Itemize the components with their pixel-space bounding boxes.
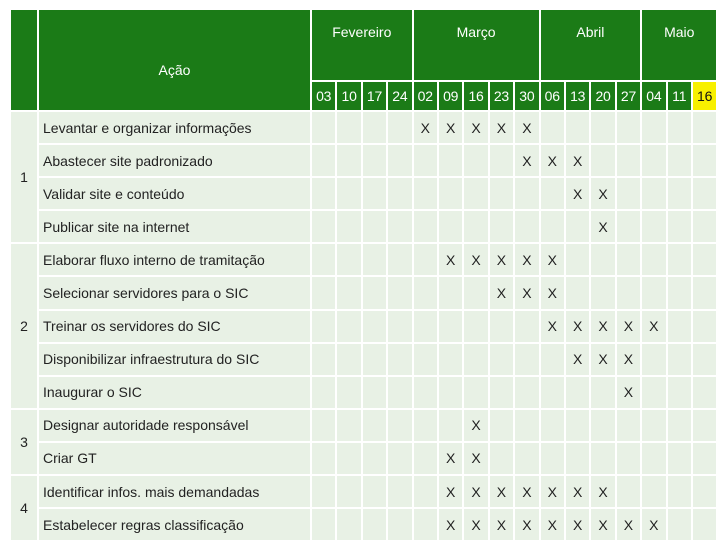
schedule-mark: X: [566, 178, 589, 209]
schedule-cell: [363, 410, 386, 441]
action-row: [11, 476, 716, 507]
schedule-mark: X: [464, 443, 487, 474]
schedule-mark: X: [515, 244, 538, 275]
schedule-cell: [312, 311, 335, 342]
schedule-cell: [464, 178, 487, 209]
action-label: Levantar e organizar informações: [39, 112, 310, 143]
schedule-mark: X: [642, 509, 665, 540]
action-row: [11, 211, 716, 242]
schedule-cell: [591, 410, 614, 441]
schedule-cell: [642, 344, 665, 375]
schedule-cell: [439, 410, 462, 441]
schedule-cell: [515, 178, 538, 209]
schedule-cell: [388, 277, 411, 308]
action-label: Designar autoridade responsável: [39, 410, 310, 441]
header-row-months: [11, 10, 716, 80]
schedule-cell: [414, 277, 437, 308]
schedule-mark: X: [541, 509, 564, 540]
schedule-cell: [337, 244, 360, 275]
schedule-cell: [566, 277, 589, 308]
schedule-cell: [388, 178, 411, 209]
schedule-mark: X: [566, 509, 589, 540]
schedule-cell: [642, 178, 665, 209]
schedule-cell: [312, 410, 335, 441]
schedule-cell: [617, 112, 640, 143]
schedule-cell: [337, 277, 360, 308]
week-header-cell: 16: [464, 82, 487, 110]
schedule-cell: [693, 145, 716, 176]
schedule-cell: [388, 509, 411, 540]
schedule-cell: [337, 311, 360, 342]
schedule-cell: [337, 443, 360, 474]
schedule-mark: X: [439, 476, 462, 507]
schedule-cell: [642, 145, 665, 176]
schedule-mark: X: [642, 311, 665, 342]
schedule-cell: [668, 509, 691, 540]
week-header-cell: 23: [490, 82, 513, 110]
schedule-cell: [617, 410, 640, 441]
schedule-cell: [490, 311, 513, 342]
schedule-cell: [668, 277, 691, 308]
schedule-mark: X: [617, 509, 640, 540]
schedule-cell: [337, 377, 360, 408]
schedule-cell: [363, 112, 386, 143]
month-header-abril: Abril: [541, 10, 641, 80]
schedule-mark: X: [439, 112, 462, 143]
schedule-mark: X: [515, 145, 538, 176]
schedule-cell: [464, 377, 487, 408]
schedule-cell: [668, 311, 691, 342]
schedule-mark: X: [541, 311, 564, 342]
action-row: [11, 145, 716, 176]
schedule-cell: [693, 178, 716, 209]
week-header-cell: 03: [312, 82, 335, 110]
schedule-mark: X: [515, 476, 538, 507]
schedule-cell: [541, 178, 564, 209]
group-number: 4: [11, 476, 37, 540]
schedule-cell: [312, 178, 335, 209]
schedule-cell: [388, 244, 411, 275]
schedule-cell: [363, 211, 386, 242]
schedule-mark: X: [490, 509, 513, 540]
schedule-cell: [363, 344, 386, 375]
schedule-cell: [642, 277, 665, 308]
schedule-cell: [414, 311, 437, 342]
header-number-cell: [11, 10, 37, 110]
schedule-mark: X: [566, 311, 589, 342]
schedule-cell: [439, 145, 462, 176]
schedule-mark: X: [541, 277, 564, 308]
schedule-mark: X: [541, 244, 564, 275]
schedule-cell: [566, 443, 589, 474]
schedule-cell: [541, 112, 564, 143]
schedule-cell: [693, 244, 716, 275]
schedule-cell: [693, 211, 716, 242]
schedule-cell: [617, 145, 640, 176]
action-row: [11, 277, 716, 308]
schedule-cell: [312, 244, 335, 275]
schedule-cell: [363, 377, 386, 408]
schedule-mark: X: [591, 509, 614, 540]
schedule-mark: X: [414, 112, 437, 143]
schedule-cell: [490, 377, 513, 408]
schedule-cell: [541, 377, 564, 408]
action-label: Elaborar fluxo interno de tramitação: [39, 244, 310, 275]
schedule-cell: [464, 277, 487, 308]
schedule-cell: [617, 211, 640, 242]
action-row: [11, 244, 716, 275]
schedule-cell: [591, 443, 614, 474]
action-row: [11, 410, 716, 441]
schedule-cell: [642, 410, 665, 441]
schedule-cell: [515, 311, 538, 342]
schedule-cell: [337, 112, 360, 143]
week-header-cell: 10: [337, 82, 360, 110]
action-label: Disponibilizar infraestrutura do SIC: [39, 344, 310, 375]
schedule-cell: [668, 476, 691, 507]
schedule-cell: [617, 476, 640, 507]
schedule-cell: [668, 112, 691, 143]
acao-header: Ação: [39, 10, 310, 110]
group-number: 3: [11, 410, 37, 474]
schedule-cell: [566, 211, 589, 242]
schedule-cell: [642, 244, 665, 275]
schedule-cell: [414, 509, 437, 540]
schedule-cell: [312, 476, 335, 507]
schedule-body: [11, 10, 716, 540]
week-header-cell: 30: [515, 82, 538, 110]
schedule-cell: [642, 443, 665, 474]
schedule-cell: [591, 377, 614, 408]
action-label: Inaugurar o SIC: [39, 377, 310, 408]
action-row: [11, 311, 716, 342]
schedule-cell: [693, 410, 716, 441]
schedule-cell: [363, 476, 386, 507]
schedule-cell: [388, 145, 411, 176]
schedule-mark: X: [591, 211, 614, 242]
schedule-cell: [337, 476, 360, 507]
week-header-cell: 11: [668, 82, 691, 110]
schedule-cell: [490, 211, 513, 242]
schedule-cell: [414, 476, 437, 507]
schedule-cell: [617, 244, 640, 275]
week-header-cell: 17: [363, 82, 386, 110]
schedule-mark: X: [464, 476, 487, 507]
schedule-cell: [414, 178, 437, 209]
schedule-cell: [693, 443, 716, 474]
schedule-cell: [414, 410, 437, 441]
schedule-cell: [312, 112, 335, 143]
schedule-cell: [337, 211, 360, 242]
schedule-cell: [617, 178, 640, 209]
schedule-mark: X: [515, 509, 538, 540]
month-header-maio: Maio: [642, 10, 716, 80]
group-number: 1: [11, 112, 37, 242]
schedule-cell: [693, 277, 716, 308]
schedule-cell: [414, 145, 437, 176]
schedule-cell: [490, 443, 513, 474]
week-header-cell: 06: [541, 82, 564, 110]
schedule-cell: [515, 377, 538, 408]
schedule-cell: [693, 476, 716, 507]
schedule-cell: [439, 344, 462, 375]
week-header-cell: 04: [642, 82, 665, 110]
schedule-mark: X: [541, 476, 564, 507]
schedule-cell: [490, 410, 513, 441]
schedule-cell: [515, 410, 538, 441]
schedule-cell: [312, 211, 335, 242]
schedule-cell: [642, 377, 665, 408]
schedule-mark: X: [490, 244, 513, 275]
schedule-cell: [312, 377, 335, 408]
schedule-cell: [541, 443, 564, 474]
schedule-cell: [668, 211, 691, 242]
schedule-mark: X: [515, 277, 538, 308]
schedule-cell: [363, 443, 386, 474]
schedule-mark: X: [591, 311, 614, 342]
schedule-cell: [693, 509, 716, 540]
schedule-cell: [541, 344, 564, 375]
schedule-cell: [541, 211, 564, 242]
schedule-cell: [591, 145, 614, 176]
schedule-cell: [388, 211, 411, 242]
week-header-cell: 09: [439, 82, 462, 110]
schedule-cell: [668, 377, 691, 408]
action-row: [11, 112, 716, 143]
action-row: [11, 377, 716, 408]
schedule-cell: [414, 344, 437, 375]
schedule-cell: [464, 211, 487, 242]
schedule-cell: [337, 178, 360, 209]
action-label: Treinar os servidores do SIC: [39, 311, 310, 342]
schedule-cell: [363, 244, 386, 275]
schedule-cell: [515, 211, 538, 242]
action-row: [11, 344, 716, 375]
schedule-cell: [414, 377, 437, 408]
schedule-cell: [693, 112, 716, 143]
schedule-cell: [566, 244, 589, 275]
schedule-cell: [464, 145, 487, 176]
schedule-cell: [337, 509, 360, 540]
schedule-cell: [566, 112, 589, 143]
schedule-cell: [414, 211, 437, 242]
action-label: Identificar infos. mais demandadas: [39, 476, 310, 507]
schedule-cell: [591, 112, 614, 143]
schedule-cell: [693, 344, 716, 375]
schedule-cell: [642, 476, 665, 507]
schedule-mark: X: [464, 410, 487, 441]
schedule-mark: X: [591, 344, 614, 375]
schedule-cell: [591, 244, 614, 275]
schedule-cell: [464, 344, 487, 375]
schedule-cell: [439, 377, 462, 408]
schedule-mark: X: [566, 344, 589, 375]
schedule-cell: [642, 112, 665, 143]
action-label: Selecionar servidores para o SIC: [39, 277, 310, 308]
schedule-mark: X: [439, 509, 462, 540]
schedule-cell: [312, 344, 335, 375]
schedule-mark: X: [591, 476, 614, 507]
schedule-mark: X: [617, 311, 640, 342]
group-number: 2: [11, 244, 37, 407]
schedule-cell: [668, 145, 691, 176]
week-header-cell: 16: [693, 82, 716, 110]
schedule-cell: [388, 410, 411, 441]
schedule-cell: [388, 344, 411, 375]
action-label: Estabelecer regras classificação: [39, 509, 310, 540]
schedule-cell: [668, 244, 691, 275]
schedule-mark: X: [464, 509, 487, 540]
schedule-cell: [312, 145, 335, 176]
schedule-cell: [312, 277, 335, 308]
schedule-cell: [363, 145, 386, 176]
month-header-fevereiro: Fevereiro: [312, 10, 412, 80]
schedule-cell: [464, 311, 487, 342]
week-header-cell: 20: [591, 82, 614, 110]
schedule-cell: [591, 277, 614, 308]
schedule-cell: [414, 244, 437, 275]
schedule-cell: [642, 211, 665, 242]
schedule-cell: [337, 410, 360, 441]
schedule-mark: X: [490, 112, 513, 143]
action-row: [11, 509, 716, 540]
schedule-mark: X: [464, 112, 487, 143]
schedule-cell: [439, 211, 462, 242]
schedule-cell: [388, 476, 411, 507]
schedule-mark: X: [515, 112, 538, 143]
schedule-cell: [515, 443, 538, 474]
schedule-cell: [414, 443, 437, 474]
schedule-mark: X: [617, 344, 640, 375]
schedule-cell: [363, 178, 386, 209]
schedule-mark: X: [490, 277, 513, 308]
schedule-cell: [541, 410, 564, 441]
schedule-cell: [363, 277, 386, 308]
schedule-cell: [617, 443, 640, 474]
schedule-mark: X: [439, 443, 462, 474]
schedule-mark: X: [591, 178, 614, 209]
week-header-cell: 27: [617, 82, 640, 110]
week-header-cell: 13: [566, 82, 589, 110]
schedule-cell: [388, 311, 411, 342]
schedule-cell: [566, 377, 589, 408]
schedule-mark: X: [464, 244, 487, 275]
schedule-cell: [337, 145, 360, 176]
schedule-cell: [668, 443, 691, 474]
schedule-cell: [668, 178, 691, 209]
action-row: [11, 443, 716, 474]
schedule-table: [9, 8, 718, 540]
schedule-cell: [388, 443, 411, 474]
schedule-cell: [388, 377, 411, 408]
action-label: Publicar site na internet: [39, 211, 310, 242]
schedule-mark: X: [566, 476, 589, 507]
schedule-cell: [312, 443, 335, 474]
schedule-cell: [312, 509, 335, 540]
schedule-cell: [515, 344, 538, 375]
schedule-cell: [490, 344, 513, 375]
schedule-cell: [439, 178, 462, 209]
schedule-mark: X: [617, 377, 640, 408]
action-label: Validar site e conteúdo: [39, 178, 310, 209]
schedule-cell: [439, 277, 462, 308]
schedule-cell: [363, 509, 386, 540]
schedule-cell: [693, 377, 716, 408]
schedule-mark: X: [439, 244, 462, 275]
schedule-cell: [337, 344, 360, 375]
schedule-cell: [490, 178, 513, 209]
schedule-cell: [439, 311, 462, 342]
schedule-cell: [363, 311, 386, 342]
schedule-mark: X: [490, 476, 513, 507]
schedule-cell: [668, 410, 691, 441]
schedule-cell: [490, 145, 513, 176]
action-label: Criar GT: [39, 443, 310, 474]
schedule-mark: X: [566, 145, 589, 176]
schedule-mark: X: [541, 145, 564, 176]
schedule-cell: [388, 112, 411, 143]
action-label: Abastecer site padronizado: [39, 145, 310, 176]
schedule-cell: [617, 277, 640, 308]
month-header-marco: Março: [414, 10, 539, 80]
schedule-cell: [566, 410, 589, 441]
week-header-cell: 24: [388, 82, 411, 110]
action-row: [11, 178, 716, 209]
schedule-cell: [693, 311, 716, 342]
week-header-cell: 02: [414, 82, 437, 110]
schedule-cell: [668, 344, 691, 375]
